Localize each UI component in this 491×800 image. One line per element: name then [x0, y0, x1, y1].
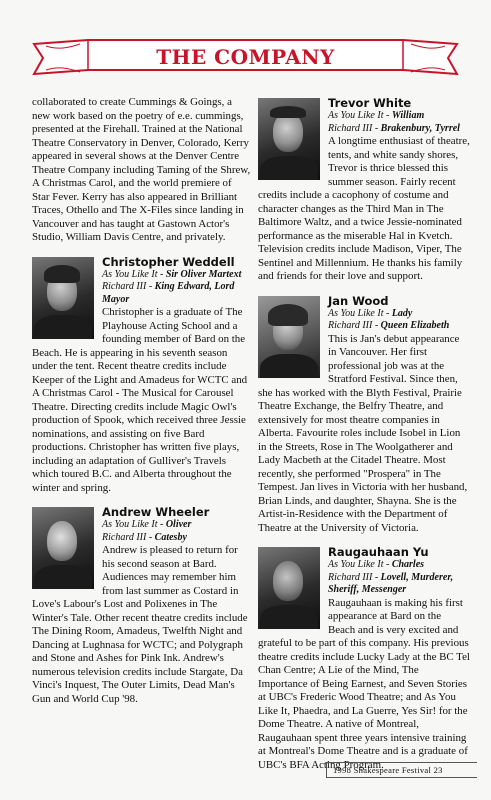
bio-text: Christopher is a graduate of The Playhouse Acting School and a founding member of Bard on the Beach. He is appearing in his seventh season under the tent. Recent theatre credits include Keeper of the Light and Amadeus for WCTC and A Christmas Carol - The Musical for Carousel Theatre. Directing credits include Magic Owl's production of Spook, which received three Jessie nominations, and assisting on five Bard productions. Christopher has written five plays, including an adaptation of Gulliver's Travels which toured B.C. and Alberta throughout the winter and spring.: [32, 306, 248, 494]
role-line: Richard III - Brakenbury, Tyrrel: [328, 122, 460, 134]
headshot-photo: [258, 296, 320, 378]
bio-text: A longtime enthusiast of theatre, tents, and white sandy shores, Trevor is thrice blessed this summer season. Fairly recent credits include a cacophony of costume and character changes as the Third Man in The Baltimore Waltz, and a twice Jessie-nominated performance as the miserable Hal in Kvetch. Television credits include Madison, Viper, The Sentinel and Millennium. He thanks his family and friends for their love and support.: [258, 135, 470, 282]
page-footer: 1998 Shakespeare Festival 23: [326, 762, 477, 778]
role-line: As You Like It - Lady: [328, 307, 413, 319]
role-line: As You Like It - Oliver: [102, 519, 192, 530]
role-line: Richard III - Lovell, Murderer, Sheriff, Messenger: [328, 571, 454, 595]
actor-name: Jan Wood: [328, 293, 389, 308]
role-line: As You Like It - William: [328, 110, 425, 121]
headshot-photo: [258, 547, 320, 629]
role-line: As You Like It - Sir Oliver Martext: [102, 268, 242, 280]
role-line: Richard III - Queen Elizabeth: [328, 320, 450, 331]
bio-text: This is Jan's debut appearance in Vancouver. Her first professional job was at the Stratford Festival. Since then, she has worked with the Blyth Festival, Prairie Theatre Exchange, the Belfry Theatre, and extensively for most theatre companies in Alberta. Favourite roles include Isobel in Lion in the Streets, Rose in The Woolgatherer and Lady Macbeth at the Citadel Theatre. Most recently, she performed "Prospera" in The Tempest. Jan lives in Victoria with her husband, Brian Linds, and daughter, Shayna. She is the Artist-in-Residence with the Department of Theatre at the University of Victoria.: [258, 332, 468, 534]
headshot-photo: [32, 507, 94, 589]
section-banner: [28, 36, 463, 84]
page-title: THE COMPANY: [156, 45, 335, 69]
headshot-photo: [32, 257, 94, 339]
headshot-photo: [258, 98, 320, 180]
bio-entry: [32, 505, 251, 706]
actor-name: Trevor White: [328, 96, 412, 110]
role-line: As You Like It - Charles: [328, 559, 425, 570]
actor-name: Raugauhaan Yu: [328, 545, 429, 559]
role-line: Richard III - King Edward, Lord Mayor: [102, 281, 235, 305]
role-line: Richard III - Catesby: [102, 531, 187, 543]
intro-paragraph: collaborated to create Cummings & Goings, a new work based on the poetry of e.e. cummings, presented at the Firehall. Trained at the National Theatre Conservatory in Denver, Colorado, Kerry appeared in several shows at the Denver Centre Theatre Company including Taming of the Shrew, A Christmas Carol, and the world premiere of Star Fever. Kerry has also appeared in Brilliant Traces, Othello and The X-Files since landing in Vancouver and has taught at Gastown Actor's Studio, William Davis Centre, and privately.: [32, 96, 251, 243]
actor-name: Christopher Weddell: [102, 254, 235, 269]
bio-entry: [258, 294, 470, 536]
bio-text: Andrew is pleased to return for his second season at Bard. Audiences may remember him from last summer as Costard in Love's Labour's Lost and Polixenes in The Winter's Tale. Other recent theatre credits include The Dining Room, Amadeus, Twelfth Night and Dancing at Lughnasa for WCTC; and Polygraph and Stone and Ashes for Pink Ink. Andrew's numerous television credits include Stargate, Da Vinci's Inquest, The Outer Limits, Dead Man's Gun and World Cup '98.: [32, 544, 248, 705]
left-column: [32, 96, 251, 706]
actor-name: Andrew Wheeler: [102, 505, 210, 519]
right-column: [258, 96, 470, 772]
bio-text: Raugauhaan is making his first appearance at Bard on the Beach and is very excited and grateful to be part of this company. His previous theatre credits include Lucky Lady at the BC Tel Chan Centre; A Lie of the Mind, The Importance of Being Earnest, and Seven Stories at UBC's Frederic Wood Theatre; and As You Like It, Phaedra, and La Guerre, Yes Sir! for the Dome Theatre. A native of Montreal, Raugauhaan spent three years intensive training at Montreal's Dome Theatre and is a graduate of UBC's BFA Acting Program.: [258, 596, 470, 771]
bio-entry: [258, 545, 470, 772]
bio-entry: [32, 255, 251, 496]
bio-entry: [258, 96, 470, 284]
